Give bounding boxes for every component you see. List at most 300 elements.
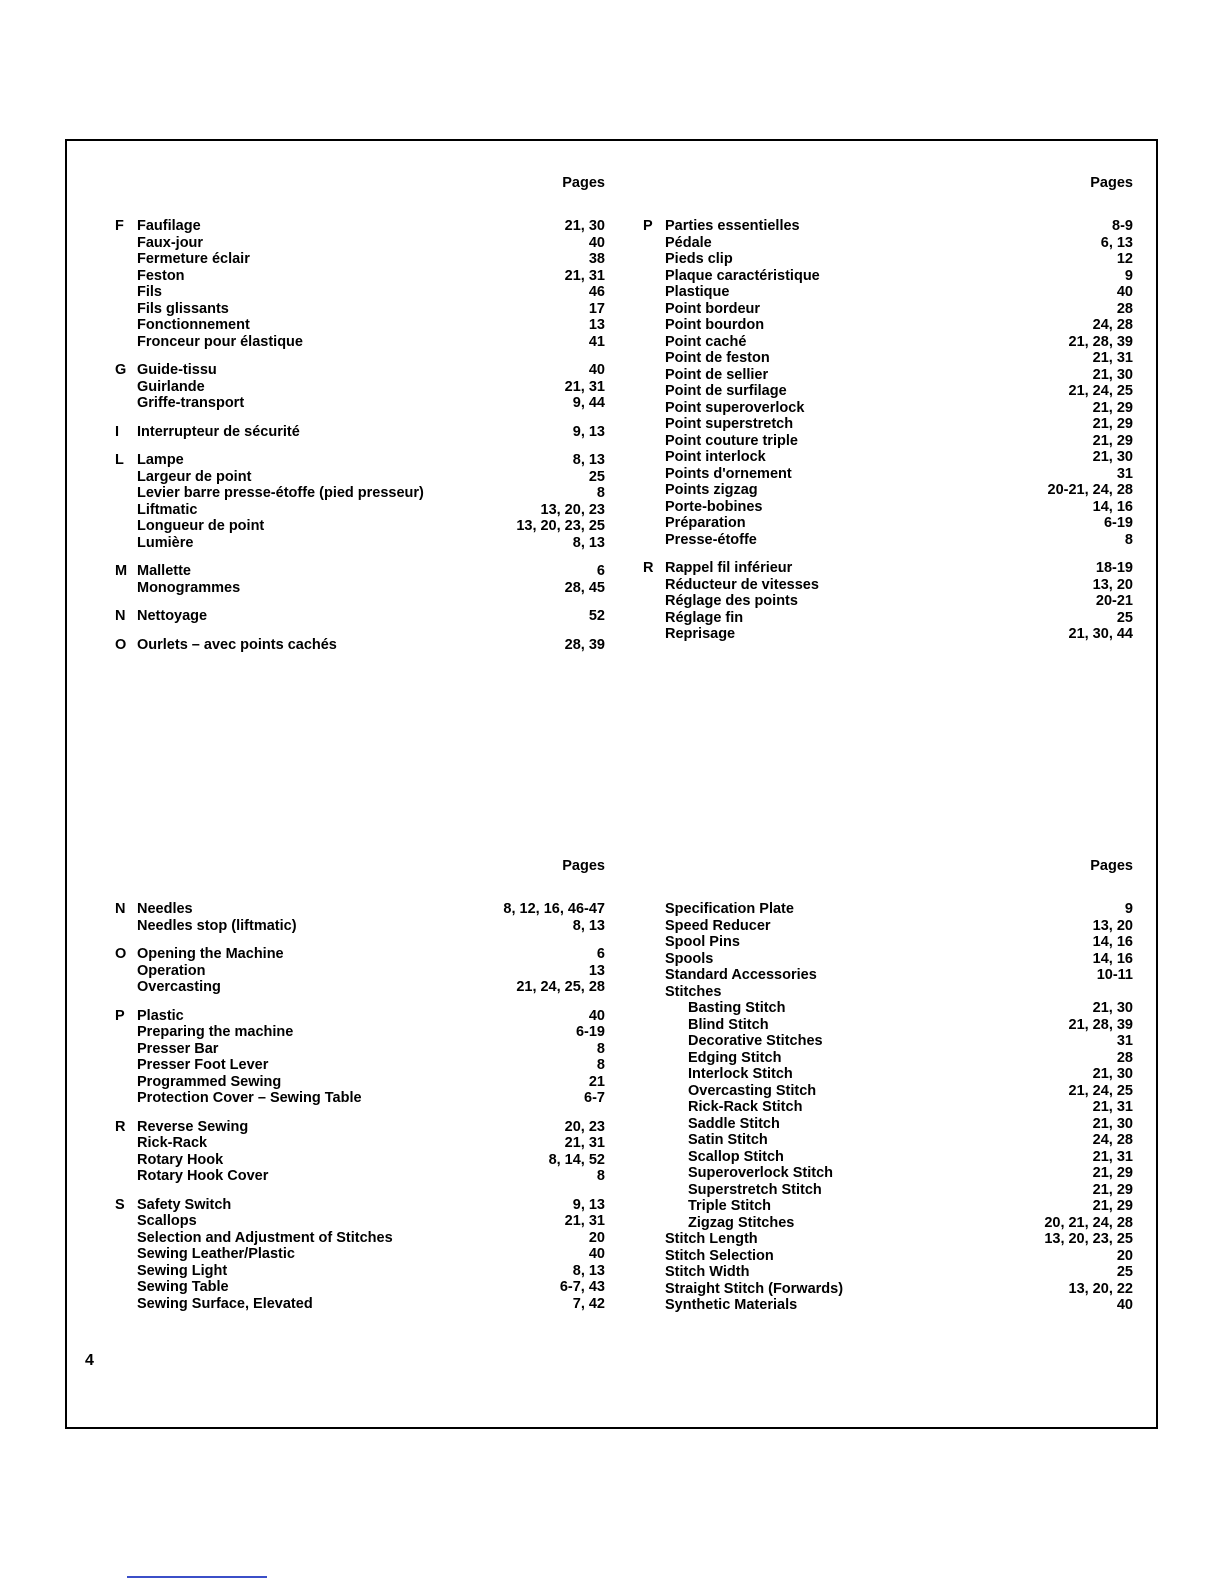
- index-term: Point caché: [665, 333, 747, 350]
- index-entry: [115, 1057, 605, 1074]
- index-letter: R: [115, 1118, 126, 1135]
- index-entry: [115, 284, 605, 301]
- index-pages: 40: [588, 1007, 605, 1024]
- index-group: [115, 1197, 605, 1313]
- index-pages: 40: [1116, 1297, 1133, 1313]
- index-term: Porte-bobines: [665, 498, 763, 515]
- index-term: Stitch Length: [665, 1231, 758, 1247]
- index-pages: 21, 30, 44: [1068, 626, 1133, 642]
- index-term: Presse-étoffe: [665, 531, 757, 548]
- index-pages: 21, 31: [564, 378, 605, 395]
- index-term: Point couture triple: [665, 432, 798, 449]
- index-entry: [115, 901, 605, 918]
- index-group: [643, 218, 1133, 548]
- index-pages: 9: [1124, 901, 1133, 917]
- index-pages: 13: [588, 962, 605, 979]
- index-pages: 21, 30: [1092, 1115, 1133, 1132]
- index-entry: [643, 1116, 1133, 1133]
- index-term: Mallette: [137, 563, 191, 579]
- index-entry: [643, 1264, 1133, 1281]
- index-pages: 9: [1124, 267, 1133, 284]
- index-term: Ourlets – avec points cachés: [137, 636, 337, 653]
- index-group: [115, 608, 605, 625]
- index-term: Sewing Leather/Plastic: [137, 1246, 295, 1262]
- index-pages: 14, 16: [1092, 498, 1133, 515]
- index-entry: [643, 984, 1133, 1001]
- index-term: Liftmatic: [137, 501, 198, 518]
- index-pages: 20-21, 24, 28: [1047, 482, 1133, 498]
- index-entry: [643, 383, 1133, 400]
- index-pages: 20: [1116, 1247, 1133, 1264]
- index-term: Fils glissants: [137, 300, 229, 317]
- index-pages: 13, 20: [1092, 917, 1133, 934]
- index-pages: 21, 31: [1092, 350, 1133, 366]
- index-term: Monogrammes: [137, 579, 241, 596]
- index-entry: [643, 1281, 1133, 1298]
- index-pages: 31: [1116, 1033, 1133, 1049]
- index-pages: 21, 29: [1092, 416, 1133, 432]
- index-entry: [115, 235, 605, 252]
- index-entry: [643, 918, 1133, 935]
- index-entry: [643, 1215, 1133, 1232]
- index-entry: [643, 482, 1133, 499]
- index-entry: [115, 918, 605, 935]
- index-entry: [643, 301, 1133, 318]
- index-entry: [643, 466, 1133, 483]
- index-pages: 20, 23: [564, 1118, 605, 1135]
- index-term: Rappel fil inférieur: [665, 560, 793, 576]
- index-entry: [643, 235, 1133, 252]
- index-pages: 8: [596, 485, 605, 501]
- index-group: [115, 901, 605, 934]
- index-term: Programmed Sewing: [137, 1073, 282, 1090]
- index-pages: 20: [588, 1229, 605, 1246]
- index-entry: [115, 1246, 605, 1263]
- index-pages: 8, 13: [572, 1262, 605, 1279]
- index-entry: [643, 251, 1133, 268]
- index-term: Superoverlock Stitch: [688, 1165, 834, 1181]
- index-entry: [643, 1132, 1133, 1149]
- index-term: Point bordeur: [665, 300, 761, 317]
- index-term: Synthetic Materials: [665, 1297, 798, 1313]
- index-pages: 18-19: [1095, 560, 1133, 576]
- index-letter: S: [115, 1196, 125, 1213]
- index-letter: R: [643, 560, 654, 576]
- index-pages: 8: [596, 1168, 605, 1184]
- index-entry: [643, 1017, 1133, 1034]
- pages-header: Pages: [562, 175, 605, 191]
- index-pages: 24, 28: [1092, 317, 1133, 333]
- index-term: Protection Cover – Sewing Table: [137, 1090, 362, 1106]
- index-letter: G: [115, 362, 127, 378]
- index-pages: 28: [1116, 1049, 1133, 1066]
- index-entry: [643, 967, 1133, 984]
- index-pages: 21, 28, 39: [1068, 333, 1133, 350]
- index-term: Rick-Rack: [137, 1135, 208, 1151]
- index-entry: [643, 610, 1133, 627]
- index-term: Point superoverlock: [665, 399, 805, 416]
- index-term: Plaque caractéristique: [665, 267, 820, 284]
- index-term: Scallop Stitch: [688, 1148, 784, 1165]
- index-group: [115, 637, 605, 654]
- index-entry: [115, 469, 605, 486]
- index-entry: [643, 560, 1133, 577]
- index-pages: 40: [1116, 284, 1133, 300]
- index-entry: [115, 362, 605, 379]
- index-pages: 21, 29: [1092, 432, 1133, 449]
- index-entry: [643, 1149, 1133, 1166]
- index-pages: 8: [596, 1040, 605, 1057]
- index-entry: [643, 1050, 1133, 1067]
- index-pages: 20, 21, 24, 28: [1044, 1214, 1133, 1231]
- index-pages: 14, 16: [1092, 934, 1133, 950]
- index-pages: 20-21: [1095, 593, 1133, 609]
- index-term: Lampe: [137, 452, 184, 468]
- index-entry: [643, 416, 1133, 433]
- index-entry: [115, 535, 605, 552]
- index-term: Preparing the machine: [137, 1024, 294, 1040]
- index-pages: 9, 13: [572, 1196, 605, 1213]
- index-term: Griffe-transport: [137, 395, 245, 411]
- index-letter: O: [115, 946, 127, 962]
- index-pages: 8, 13: [572, 452, 605, 468]
- index-term: Plastique: [665, 284, 730, 300]
- index-term: Spool Pins: [665, 934, 740, 950]
- index-pages: 8, 13: [572, 534, 605, 551]
- index-entry: [115, 518, 605, 535]
- index-term: Scallops: [137, 1213, 197, 1229]
- index-pages: 7, 42: [572, 1295, 605, 1312]
- index-term: Points d'ornement: [665, 465, 792, 482]
- index-entry: [115, 963, 605, 980]
- index-term: Straight Stitch (Forwards): [665, 1280, 844, 1297]
- index-pages: 21, 31: [1092, 1099, 1133, 1115]
- index-pages: 41: [588, 333, 605, 350]
- index-pages: 9, 13: [572, 423, 605, 440]
- index-entry: [643, 1182, 1133, 1199]
- index-entry: [115, 1041, 605, 1058]
- index-pages: 40: [588, 1246, 605, 1262]
- index-term: Parties essentielles: [665, 218, 800, 234]
- index-term: Interrupteur de sécurité: [137, 423, 300, 440]
- index-entry: [115, 317, 605, 334]
- index-pages: 21, 29: [1092, 1181, 1133, 1198]
- index-entry: [643, 532, 1133, 549]
- index-pages: 24, 28: [1092, 1132, 1133, 1148]
- index-entry: [643, 1000, 1133, 1017]
- index-entry: [115, 1135, 605, 1152]
- index-term: Largeur de point: [137, 468, 252, 485]
- bottom-scroll-bar[interactable]: [127, 1576, 267, 1578]
- index-entry: [115, 485, 605, 502]
- index-term: Sewing Surface, Elevated: [137, 1295, 313, 1312]
- index-term: Needles: [137, 901, 193, 917]
- index-term: Nettoyage: [137, 608, 208, 624]
- index-term: Longueur de point: [137, 518, 265, 534]
- index-entry: [643, 934, 1133, 951]
- index-entry: [115, 1279, 605, 1296]
- index-pages: 21, 31: [564, 1213, 605, 1229]
- index-pages: 21, 31: [1092, 1148, 1133, 1165]
- index-entry: [115, 1152, 605, 1169]
- index-term: Faufilage: [137, 218, 201, 234]
- index-entry: [115, 1168, 605, 1185]
- index-pages: 21, 29: [1092, 399, 1133, 416]
- index-entry: [643, 284, 1133, 301]
- index-pages: 21, 30: [564, 218, 605, 234]
- index-term: Specification Plate: [665, 901, 794, 917]
- index-term: Rick-Rack Stitch: [688, 1099, 803, 1115]
- index-entry: [115, 1213, 605, 1230]
- index-entry: [643, 1248, 1133, 1265]
- index-entry: [643, 218, 1133, 235]
- index-term: Stitch Selection: [665, 1247, 774, 1264]
- index-term: Plastic: [137, 1007, 184, 1024]
- index-letter: P: [643, 218, 653, 234]
- index-term: Decorative Stitches: [688, 1033, 823, 1049]
- index-pages: 13: [588, 317, 605, 333]
- index-entry: [115, 251, 605, 268]
- index-term: Saddle Stitch: [688, 1115, 780, 1132]
- index-pages: 21, 29: [1092, 1198, 1133, 1214]
- index-term: Basting Stitch: [688, 1000, 786, 1016]
- index-term: Reverse Sewing: [137, 1118, 249, 1135]
- index-letter: F: [115, 218, 124, 234]
- index-term: Points zigzag: [665, 482, 758, 498]
- index-entry: [643, 1198, 1133, 1215]
- index-pages: 13, 20, 22: [1068, 1280, 1133, 1297]
- index-term: Levier barre presse-étoffe (pied presseur): [137, 485, 424, 501]
- english-index-right: [643, 856, 1133, 1326]
- index-pages: 21, 30: [1092, 1000, 1133, 1016]
- index-entry: [115, 334, 605, 351]
- index-entry: [643, 515, 1133, 532]
- index-term: Interlock Stitch: [688, 1066, 793, 1082]
- index-term: Fermeture éclair: [137, 251, 250, 267]
- index-entry: [643, 1165, 1133, 1182]
- index-term: Point superstretch: [665, 416, 794, 432]
- index-term: Lumière: [137, 534, 194, 551]
- index-group: [115, 218, 605, 350]
- index-entry: [643, 1297, 1133, 1314]
- index-entry: [115, 1119, 605, 1136]
- index-pages: 13, 20: [1092, 576, 1133, 593]
- index-pages: 13, 20, 23, 25: [516, 518, 605, 534]
- index-pages: 6-19: [1103, 515, 1133, 531]
- index-entry: [115, 218, 605, 235]
- index-term: Spools: [665, 950, 714, 967]
- index-entry: [115, 563, 605, 580]
- index-entry: [643, 901, 1133, 918]
- index-term: Opening the Machine: [137, 946, 284, 962]
- index-term: Triple Stitch: [688, 1198, 771, 1214]
- index-pages: 14, 16: [1092, 950, 1133, 967]
- index-pages: 17: [588, 300, 605, 317]
- index-group: [115, 362, 605, 412]
- index-pages: 13, 20, 23: [540, 501, 605, 518]
- index-letter: N: [115, 608, 126, 624]
- index-pages: 21, 28, 39: [1068, 1016, 1133, 1033]
- index-pages: 21, 24, 25, 28: [516, 979, 605, 995]
- index-term: Guide-tissu: [137, 362, 217, 378]
- index-pages: 21: [588, 1073, 605, 1090]
- index-term: Operation: [137, 962, 206, 979]
- index-pages: 46: [588, 284, 605, 300]
- index-entry: [115, 452, 605, 469]
- index-entry: [643, 1099, 1133, 1116]
- index-entry: [643, 334, 1133, 351]
- index-entry: [643, 951, 1133, 968]
- index-letter: I: [115, 423, 120, 440]
- index-group: [115, 1008, 605, 1107]
- index-pages: 25: [1116, 609, 1133, 626]
- index-pages: 40: [588, 362, 605, 378]
- index-group: [115, 452, 605, 551]
- index-entry: [115, 379, 605, 396]
- index-entry: [115, 1263, 605, 1280]
- index-entry: [643, 350, 1133, 367]
- index-term: Rotary Hook: [137, 1151, 224, 1168]
- french-index-left: [115, 173, 605, 665]
- index-entry: [643, 626, 1133, 643]
- index-term: Réglage des points: [665, 593, 798, 609]
- index-pages: 52: [588, 608, 605, 624]
- index-entry: [115, 979, 605, 996]
- index-group: [115, 424, 605, 441]
- index-pages: 28, 39: [564, 636, 605, 653]
- index-pages: 10-11: [1096, 967, 1133, 983]
- index-term: Point de sellier: [665, 366, 769, 383]
- index-entry: [643, 449, 1133, 466]
- index-letter: M: [115, 563, 128, 579]
- index-entry: [643, 367, 1133, 384]
- index-letter: L: [115, 452, 124, 468]
- index-term: Presser Foot Lever: [137, 1057, 269, 1073]
- index-term: Guirlande: [137, 378, 205, 395]
- index-entry: [643, 268, 1133, 285]
- index-term: Point bourdon: [665, 317, 765, 333]
- index-term: Stitches: [665, 983, 722, 1000]
- index-term: Fronceur pour élastique: [137, 333, 303, 350]
- index-entry: [115, 1074, 605, 1091]
- index-entry: [643, 433, 1133, 450]
- pages-header: Pages: [1090, 175, 1133, 191]
- index-entry: [643, 577, 1133, 594]
- index-pages: 38: [588, 251, 605, 267]
- index-pages: 25: [1116, 1264, 1133, 1280]
- index-pages: 6-7: [584, 1090, 605, 1106]
- index-pages: 21, 31: [564, 267, 605, 284]
- index-pages: 21, 30: [1092, 366, 1133, 383]
- page-number: 4: [85, 1352, 94, 1369]
- index-pages: 12: [1116, 251, 1133, 267]
- index-pages: 8-9: [1112, 218, 1133, 234]
- index-pages: 6-7, 43: [559, 1279, 605, 1295]
- index-pages: 6-19: [575, 1024, 605, 1040]
- index-group: [115, 1119, 605, 1185]
- index-term: Pédale: [665, 234, 712, 251]
- index-term: Rotary Hook Cover: [137, 1168, 269, 1184]
- index-term: Speed Reducer: [665, 917, 771, 934]
- index-pages: 40: [588, 234, 605, 251]
- index-term: Sewing Table: [137, 1279, 229, 1295]
- index-term: Pieds clip: [665, 251, 733, 267]
- index-pages: 25: [588, 468, 605, 485]
- index-term: Point de surfilage: [665, 383, 787, 399]
- index-pages: 21, 24, 25: [1068, 1082, 1133, 1099]
- index-pages: 28, 45: [564, 579, 605, 596]
- index-entry: [115, 1197, 605, 1214]
- index-entry: [115, 1008, 605, 1025]
- index-pages: 8, 12, 16, 46-47: [503, 901, 605, 917]
- index-term: Reprisage: [665, 626, 736, 642]
- index-entry: [115, 1296, 605, 1313]
- index-term: Standard Accessories: [665, 967, 817, 983]
- index-term: Stitch Width: [665, 1264, 750, 1280]
- index-pages: 28: [1116, 300, 1133, 317]
- index-entry: [115, 946, 605, 963]
- index-term: Point de feston: [665, 350, 770, 366]
- index-entry: [643, 1083, 1133, 1100]
- index-pages: 21, 30: [1092, 449, 1133, 465]
- pages-header: Pages: [562, 858, 605, 874]
- index-term: Fils: [137, 284, 162, 300]
- index-term: Needles stop (liftmatic): [137, 917, 297, 934]
- index-pages: 13, 20, 23, 25: [1044, 1231, 1133, 1247]
- index-entry: [115, 637, 605, 654]
- index-term: Feston: [137, 267, 185, 284]
- index-letter: P: [115, 1007, 125, 1024]
- index-term: Point interlock: [665, 449, 766, 465]
- french-index-right: [643, 173, 1133, 655]
- index-entry: [643, 317, 1133, 334]
- index-pages: 8, 13: [572, 917, 605, 934]
- index-pages: 21, 24, 25: [1068, 383, 1133, 399]
- index-entry: [115, 301, 605, 318]
- index-entry: [115, 1024, 605, 1041]
- index-pages: 8: [1124, 531, 1133, 548]
- index-letter: O: [115, 636, 127, 653]
- index-pages: 6, 13: [1100, 234, 1133, 251]
- index-term: Zigzag Stitches: [688, 1214, 795, 1231]
- index-pages: 21, 30: [1092, 1066, 1133, 1082]
- index-term: Presser Bar: [137, 1040, 219, 1057]
- index-term: Overcasting: [137, 979, 221, 995]
- index-group: [115, 563, 605, 596]
- index-term: Superstretch Stitch: [688, 1181, 822, 1198]
- index-letter: N: [115, 901, 126, 917]
- index-entry: [115, 424, 605, 441]
- index-entry: [115, 268, 605, 285]
- index-entry: [643, 1033, 1133, 1050]
- index-term: Réducteur de vitesses: [665, 576, 819, 593]
- pages-header: Pages: [1090, 858, 1133, 874]
- index-term: Blind Stitch: [688, 1016, 769, 1033]
- index-pages: 6: [596, 563, 605, 579]
- index-term: Satin Stitch: [688, 1132, 768, 1148]
- index-term: Préparation: [665, 515, 746, 531]
- index-group: [115, 946, 605, 996]
- index-entry: [643, 499, 1133, 516]
- index-term: Overcasting Stitch: [688, 1082, 817, 1099]
- index-entry: [115, 1230, 605, 1247]
- index-entry: [643, 593, 1133, 610]
- index-entry: [115, 608, 605, 625]
- index-entry: [643, 400, 1133, 417]
- index-pages: 21, 29: [1092, 1165, 1133, 1181]
- index-entry: [643, 1231, 1133, 1248]
- index-term: Faux-jour: [137, 234, 204, 251]
